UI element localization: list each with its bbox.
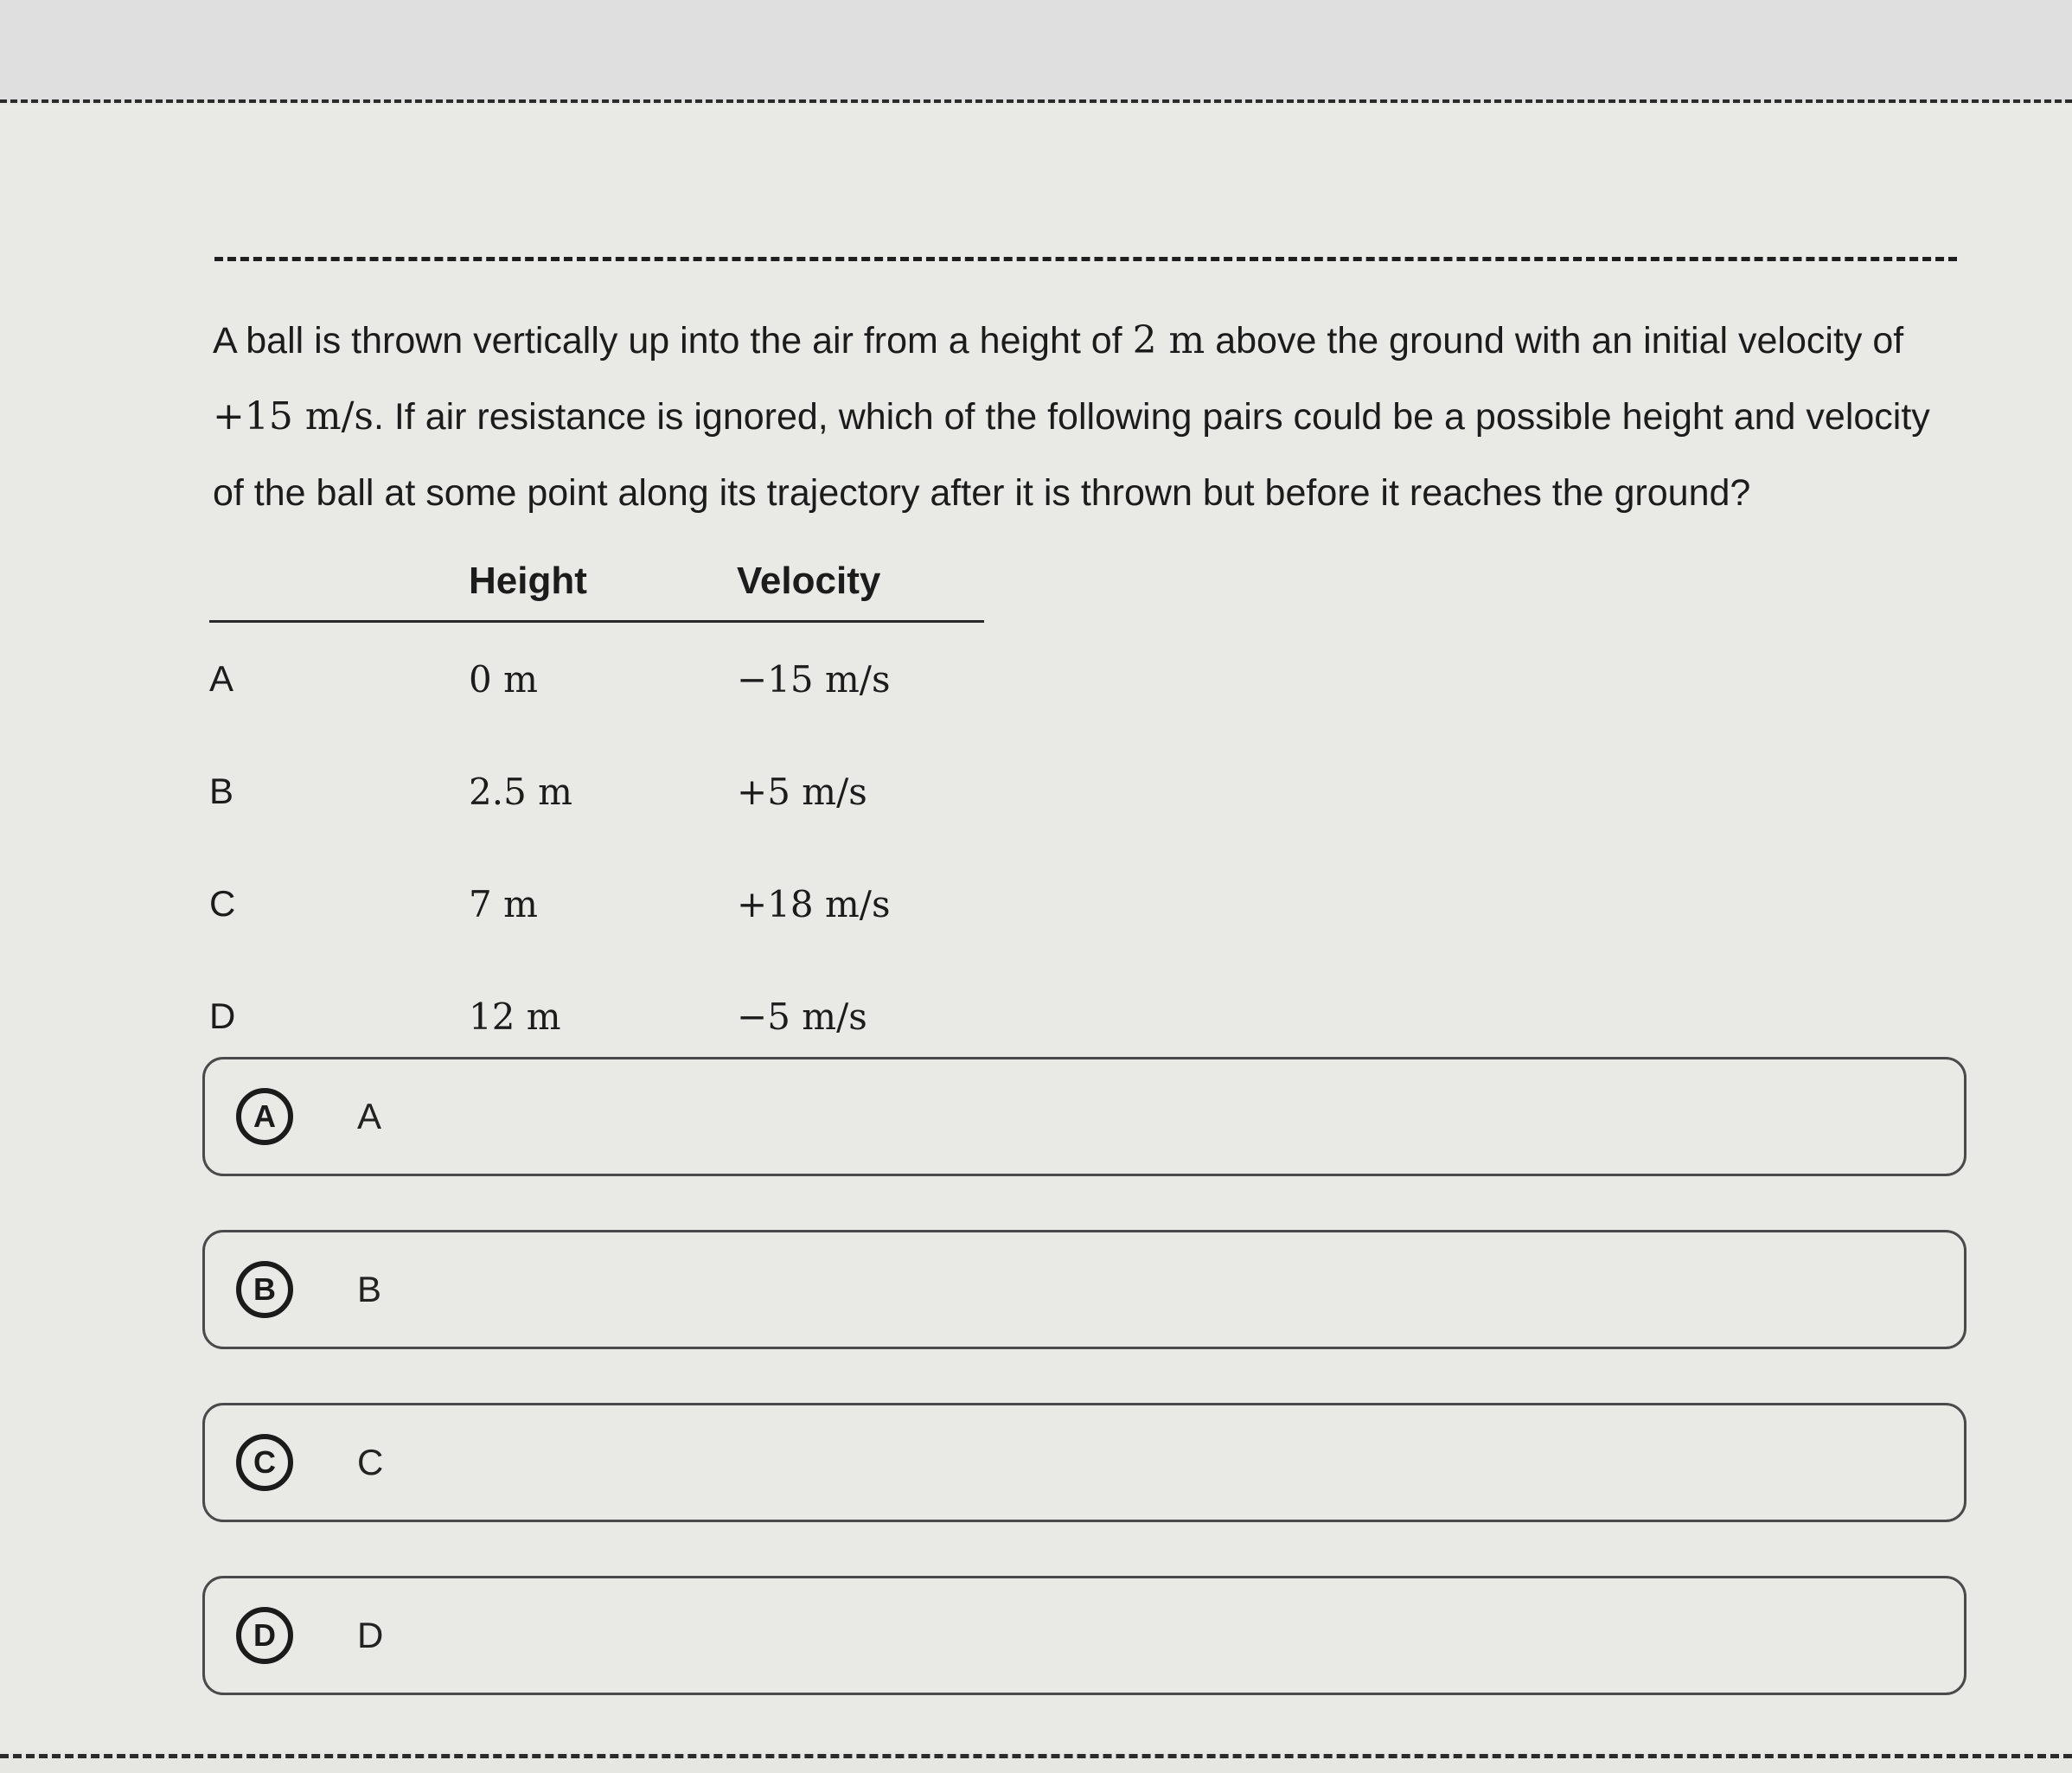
header-divider bbox=[214, 257, 1957, 261]
row-height: 2.5 m bbox=[469, 770, 572, 813]
table-header-row bbox=[209, 542, 984, 622]
answer-options bbox=[202, 1057, 1966, 1749]
option-letter-badge: A bbox=[236, 1088, 293, 1145]
answer-option-c[interactable] bbox=[202, 1403, 1966, 1522]
row-label: B bbox=[209, 771, 234, 811]
question-text bbox=[213, 303, 1951, 531]
height-velocity-table bbox=[209, 542, 984, 1072]
option-text: D bbox=[357, 1615, 384, 1655]
table-header-label bbox=[209, 542, 469, 622]
option-letter-badge: D bbox=[236, 1607, 293, 1664]
question-text-part2: above the ground with an initial velocity of bbox=[1205, 320, 1904, 362]
option-letter-badge: B bbox=[236, 1261, 293, 1318]
question-text-part1: A ball is thrown vertically up into the air from a height of bbox=[213, 320, 1133, 362]
row-label: D bbox=[209, 995, 236, 1036]
option-text: A bbox=[357, 1096, 382, 1136]
row-height: 0 m bbox=[469, 657, 538, 701]
top-divider bbox=[0, 99, 2072, 103]
table-header-velocity: Velocity bbox=[737, 542, 984, 622]
table-row bbox=[209, 960, 984, 1072]
table-row bbox=[209, 622, 984, 736]
option-letter-badge: C bbox=[236, 1434, 293, 1491]
top-band bbox=[0, 0, 2072, 102]
table-header-height: Height bbox=[469, 542, 737, 622]
row-velocity: +5 m/s bbox=[737, 770, 867, 813]
row-height: 12 m bbox=[469, 995, 561, 1038]
option-text: B bbox=[357, 1269, 382, 1309]
answer-option-d[interactable] bbox=[202, 1576, 1966, 1695]
row-height: 7 m bbox=[469, 882, 538, 925]
option-text: C bbox=[357, 1442, 384, 1482]
row-velocity: −5 m/s bbox=[737, 995, 867, 1038]
table-row bbox=[209, 735, 984, 848]
answer-option-a[interactable] bbox=[202, 1057, 1966, 1176]
row-label: C bbox=[209, 883, 236, 924]
answer-option-b[interactable] bbox=[202, 1230, 1966, 1349]
row-velocity: −15 m/s bbox=[737, 657, 891, 701]
question-text-part3: . If air resistance is ignored, which of the following pairs could be a possible height and velocity of the ball at some point along its trajectory after it is thrown but before it reaches the ground? bbox=[213, 396, 1930, 514]
row-velocity: +18 m/s bbox=[737, 882, 891, 925]
question-initial-velocity: +15 m/s bbox=[213, 394, 374, 438]
question-initial-height: 2 m bbox=[1132, 318, 1205, 362]
bottom-divider bbox=[0, 1754, 2072, 1758]
row-label: A bbox=[209, 658, 234, 699]
table-row bbox=[209, 848, 984, 960]
